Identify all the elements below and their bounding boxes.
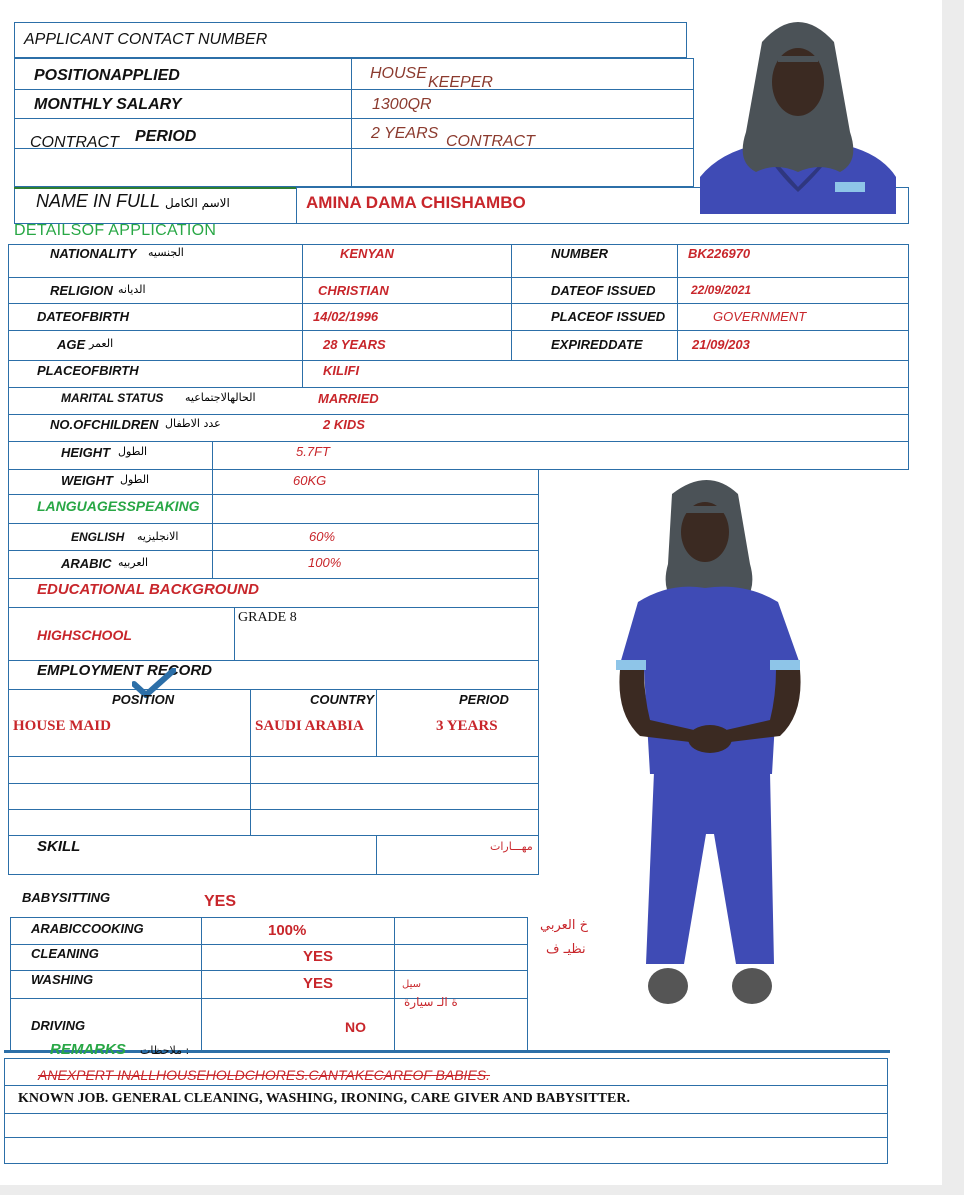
height-label-ar: الطول: [118, 445, 148, 458]
divider: [10, 944, 528, 945]
nationality-label: NATIONALITY: [50, 246, 137, 261]
english-label: ENGLISH: [71, 530, 125, 544]
divider: [8, 578, 539, 579]
divider: [10, 970, 528, 971]
employment-country: SAUDI ARABIA: [255, 718, 364, 734]
contract-value-1: 2 YEARS: [371, 125, 439, 142]
divider: [394, 917, 395, 1051]
dob-value: 14/02/1996: [313, 309, 379, 324]
divider: [8, 387, 909, 388]
divider: [14, 118, 694, 119]
divider: [8, 835, 539, 836]
divider: [376, 835, 377, 875]
remarks-line1: ANEXPERT INALLHOUSEHOLDCHORES.CANTAKECAREOF BABIES.: [38, 1067, 491, 1083]
remarks-label-ar: ملاحظات :: [140, 1044, 190, 1057]
remarks-line2: KNOWN JOB. GENERAL CLEANING, WASHING, IRONING, CARE GIVER AND BABYSITTER.: [18, 1091, 630, 1106]
cooking-value: 100%: [268, 922, 307, 939]
divider: [8, 550, 539, 551]
nationality-value: KENYAN: [340, 246, 394, 261]
name-label-ar: الاسم الكامل: [165, 196, 230, 210]
divider: [8, 809, 539, 810]
position-label: POSITIONAPPLIED: [34, 67, 180, 84]
height-value: 5.7FT: [296, 444, 330, 459]
arabic-label: ARABIC: [61, 556, 112, 571]
employment-position: HOUSE MAID: [13, 718, 111, 734]
issued-value: 22/09/2021: [691, 283, 752, 297]
divider: [8, 414, 909, 415]
age-label: AGE: [57, 337, 86, 352]
children-value: 2 KIDS: [323, 417, 365, 432]
divider: [8, 360, 909, 361]
page-bottom-margin: [0, 1185, 942, 1195]
arabic-value: 100%: [308, 555, 342, 570]
employment-title: EMPLOYMENT RECORD: [37, 662, 213, 679]
divider: [4, 1137, 888, 1138]
education-grade: GRADE 8: [238, 610, 297, 625]
passport-number-value: BK226970: [688, 246, 751, 261]
age-label-ar: العمر: [89, 337, 114, 350]
driving-value: NO: [345, 1019, 366, 1035]
washing-ar: سيل: [402, 979, 421, 990]
washing-value: YES: [303, 975, 334, 992]
cooking-label: ARABICCOOKING: [31, 921, 144, 936]
religion-value: CHRISTIAN: [318, 283, 389, 298]
divider: [4, 1113, 888, 1114]
religion-label-ar: الديانه: [118, 283, 146, 296]
divider: [8, 660, 539, 661]
babysitting-value: YES: [204, 893, 237, 910]
pob-label: PLACEOFBIRTH: [37, 363, 139, 378]
name-label: NAME IN FULL: [36, 191, 161, 211]
weight-value: 60KG: [293, 473, 327, 488]
name-value: AMINA DAMA CHISHAMBO: [306, 193, 526, 212]
contact-label: APPLICANT CONTACT NUMBER: [24, 31, 268, 48]
divider: [8, 523, 539, 524]
divider: [4, 1050, 890, 1053]
divider: [250, 689, 251, 835]
position-value-1: HOUSE: [370, 65, 427, 82]
cleaning-ar: نظيـ ف: [546, 942, 586, 957]
marital-value: MARRIED: [318, 391, 379, 406]
applicant-full-photo: [610, 474, 810, 1022]
arabic-label-ar: العربيه: [118, 556, 149, 569]
divider: [8, 689, 539, 690]
place-issued-label: PLACEOF ISSUED: [551, 309, 666, 324]
divider: [8, 277, 909, 278]
education-title: EDUCATIONAL BACKGROUND: [37, 581, 259, 598]
position-value-2: KEEPER: [428, 74, 493, 91]
washing-label: WASHING: [31, 972, 94, 987]
divider: [8, 494, 539, 495]
dob-label: DATEOFBIRTH: [37, 309, 129, 324]
divider: [351, 58, 352, 187]
children-label: NO.OFCHILDREN: [50, 417, 159, 432]
marital-label-ar: الحالهالاجتماعيه: [185, 391, 256, 404]
nationality-label-ar: الجنسيه: [148, 246, 184, 259]
pob-value: KILIFI: [323, 363, 360, 378]
details-title: DETAILSOF APPLICATION: [14, 222, 217, 239]
salary-value: 1300QR: [372, 96, 432, 113]
children-label-ar: عدد الاطفال: [165, 417, 221, 430]
expire-value: 21/09/203: [692, 337, 750, 352]
driving-ar: ة الـ سيارة: [404, 995, 458, 1009]
weight-label-ar: الطول: [120, 473, 150, 486]
divider: [8, 441, 909, 442]
divider: [302, 244, 303, 387]
divider: [8, 607, 539, 608]
cooking-ar: خ العربي: [540, 918, 588, 933]
applicant-portrait: [700, 12, 896, 214]
skill-title-ar: مهـــارات: [490, 840, 533, 853]
english-value: 60%: [309, 529, 336, 544]
salary-label: MONTHLY SALARY: [34, 96, 182, 113]
contract-label-2: PERIOD: [135, 128, 197, 145]
english-label-ar: الانجليزيه: [137, 530, 179, 543]
divider: [234, 607, 235, 660]
divider: [212, 494, 213, 578]
divider: [201, 917, 202, 1051]
divider: [14, 89, 694, 90]
divider: [296, 187, 297, 224]
marital-label: MARITAL STATUS: [61, 391, 164, 405]
divider: [511, 244, 512, 360]
divider: [14, 187, 296, 189]
education-level: HIGHSCHOOL: [37, 627, 132, 643]
driving-label: DRIVING: [31, 1018, 86, 1033]
col-period: PERIOD: [459, 692, 509, 707]
divider: [376, 689, 377, 756]
religion-label: RELIGION: [50, 283, 113, 298]
employment-period: 3 YEARS: [436, 718, 498, 734]
skill-title: SKILL: [37, 838, 81, 855]
weight-label: WEIGHT: [61, 473, 113, 488]
issued-label: DATEOF ISSUED: [551, 283, 656, 298]
divider: [677, 244, 678, 360]
place-issued-value: GOVERNMENT: [713, 309, 807, 324]
expire-label: EXPIREDDATE: [551, 337, 643, 352]
cleaning-label: CLEANING: [31, 946, 99, 961]
divider: [4, 1085, 888, 1086]
cleaning-value: YES: [303, 948, 334, 965]
divider: [8, 783, 539, 784]
scroll-gutter: [942, 0, 964, 1195]
divider: [8, 756, 539, 757]
col-position: POSITION: [112, 692, 175, 707]
passport-number-label: NUMBER: [551, 246, 609, 261]
divider: [8, 330, 909, 331]
height-label: HEIGHT: [61, 445, 111, 460]
babysitting-label: BABYSITTING: [22, 890, 111, 905]
col-country: COUNTRY: [310, 692, 375, 707]
age-value: 28 YEARS: [323, 337, 386, 352]
remarks-label: REMARKS: [50, 1041, 126, 1058]
contract-value-2: CONTRACT: [446, 133, 535, 150]
languages-title: LANGUAGESSPEAKING: [37, 498, 200, 514]
contract-label-1: CONTRACT: [30, 134, 119, 151]
divider: [8, 303, 909, 304]
